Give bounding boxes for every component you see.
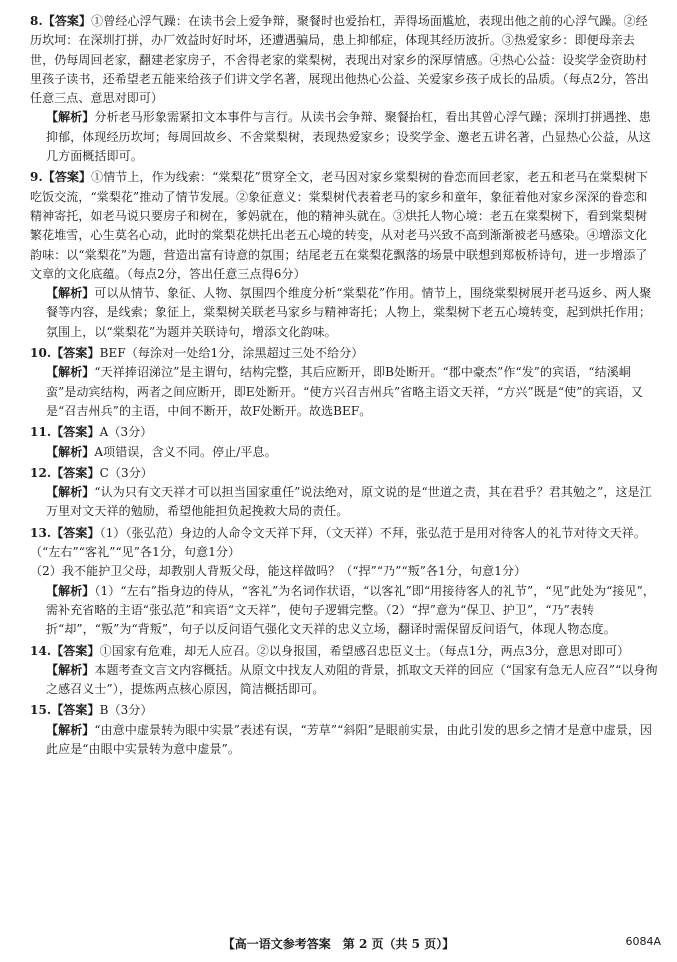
analysis-tag: 【解析】 bbox=[46, 365, 95, 380]
answer-text: ①曾经心浮气躁：在读书会上爱争辩，聚餐时也爱抬杠，弄得场面尴尬，表现出他之前的心浮气躁。②经历坎坷：在深圳打拼，办厂效益时好时坏，还遭遇骗局，患上抑郁症，体现其经历波折。③热爱家乡：即便母亲去世，仍每周回老家，翻建老家房子，不舍得老家的棠梨树，表现出对家乡的深厚情感。④热心公益：设奖学金资助村里孩子读书，还希望老五能来给孩子们讲文学名著，展现出他热心公益、关爱家乡孩子成长的品质。（每点2分，答出任意三点、意思对即可） bbox=[30, 14, 649, 106]
answer-block bbox=[30, 344, 658, 363]
question-number: 8. bbox=[30, 14, 43, 28]
question-15 bbox=[30, 701, 658, 759]
question-number: 9. bbox=[30, 170, 43, 185]
footer-code: 6084A bbox=[625, 935, 661, 948]
answer-tag: 【答案】 bbox=[51, 643, 100, 658]
answer-block bbox=[30, 524, 658, 582]
analysis-block bbox=[30, 483, 658, 522]
question-number: 15. bbox=[30, 703, 52, 718]
question-12 bbox=[30, 464, 658, 522]
question-13 bbox=[30, 524, 658, 640]
answer-tag: 【答案】 bbox=[51, 465, 100, 480]
analysis-text: 分析老马形象需紧扣文本事件与言行。从读书会争辩、聚餐抬杠，看出其曾心浮气躁；深圳打拼遇挫、患抑郁，体现经历坎坷；每周回故乡、不舍棠梨树，表现热爱家乡；设奖学金、邀老五讲名著，凸显热心公益，从这几方面概括即可。 bbox=[46, 110, 652, 164]
analysis-text: 本题考查文言文内容概括。从原文中找友人劝阻的背景，抓取文天祥的回应（“国家有急无人应召”“以身徇之感召义士”），提炼两点核心原因，简洁概括即可。 bbox=[46, 662, 658, 697]
analysis-tag: 【解析】 bbox=[46, 662, 95, 677]
answer-block bbox=[30, 168, 658, 284]
analysis-block bbox=[30, 582, 658, 640]
page-footer bbox=[0, 935, 677, 955]
analysis-block bbox=[30, 443, 658, 462]
analysis-tag: 【解析】 bbox=[46, 444, 95, 459]
answer-block bbox=[30, 464, 658, 483]
analysis-text: “天祥捧诏涕泣”是主谓句，结构完整，其后应断开，即B处断开。“郡中豪杰”作“发”的宾语，“结溪峒蛮”是动宾结构，两者之间应断开，即E处断开。“使方兴召吉州兵”省略主语文天祥，“方兴”既是“使”的宾语，又是“召吉州兵”的主语，中间不断开，故F处断开。故选BEF。 bbox=[46, 365, 644, 418]
question-14 bbox=[30, 642, 658, 700]
answer-text: ①国家有危难，却无人应召。②以身报国，希望感召忠臣义士。（每点1分，两点3分，意思对即可） bbox=[99, 643, 630, 658]
question-10 bbox=[30, 344, 658, 421]
analysis-block bbox=[30, 721, 658, 760]
answer-tag: 【答案】 bbox=[42, 14, 92, 28]
question-9 bbox=[30, 168, 658, 342]
answer-block bbox=[30, 423, 658, 442]
answer-tag: 【答案】 bbox=[51, 425, 100, 440]
question-8 bbox=[30, 12, 658, 166]
answer-text: BEF（每涂对一处给1分，涂黑超过三处不给分） bbox=[99, 346, 364, 361]
analysis-tag: 【解析】 bbox=[46, 485, 95, 500]
answer-block bbox=[30, 701, 658, 720]
analysis-text: （1）“左右”指身边的侍从，“客礼”为名词作状语，“以客礼”即“用接待客人的礼节”，“见”此处为“接见”，需补充省略的主语“张弘范”和宾语“文天祥”，使句子逻辑完整。（2）“捍”意为“保卫、护卫”，“乃”表转折“却”，“叛”为“背叛”，句子以反问语气强化文天祥的忠义立场，翻译时需保留反问语气，体现人物态度。 bbox=[46, 583, 655, 637]
analysis-block bbox=[30, 363, 658, 421]
answer-tag: 【答案】 bbox=[51, 525, 100, 540]
question-11 bbox=[30, 423, 658, 462]
analysis-tag: 【解析】 bbox=[46, 286, 95, 301]
answer-text: （1）（张弘范）身边的人命令文天祥下拜，（文天祥）不拜，张弘范于是用对待客人的礼节对待文天祥。（“左右”“客礼”“见”各1分，句意1分） （2）我不能护卫父母，却教别人背叛父母，能这样做吗？（“捍”“乃”“叛”各1分，句意1分） bbox=[30, 525, 646, 579]
answer-tag: 【答案】 bbox=[51, 346, 100, 361]
analysis-tag: 【解析】 bbox=[46, 722, 95, 737]
analysis-text: “认为只有文天祥才可以担当国家重任”说法绝对，原文说的是“世道之责，其在君乎？君其勉之”，这是江万里对文天祥的勉励，希望他能担负起挽救大局的责任。 bbox=[46, 485, 652, 519]
answer-block bbox=[30, 642, 658, 661]
question-number: 11. bbox=[30, 425, 52, 440]
answer-text: C（3分） bbox=[99, 465, 153, 480]
analysis-block bbox=[30, 284, 658, 342]
analysis-text: A项错误，含义不同。停止/平息。 bbox=[94, 444, 277, 459]
answer-list bbox=[30, 12, 658, 761]
analysis-text: 可以从情节、象征、人物、氛围四个维度分析“棠梨花”作用。情节上，围绕棠梨树展开老马返乡、两人聚餐等内容，是线索；象征上，棠梨树关联老马家乡与精神寄托；人物上，棠梨树下老五心境转变，起到烘托作用；氛围上，以“棠梨花”为题并关联诗句，增添文化韵味。 bbox=[46, 286, 652, 339]
answer-tag: 【答案】 bbox=[51, 703, 100, 718]
analysis-tag: 【解析】 bbox=[46, 583, 95, 598]
answer-block bbox=[30, 12, 658, 108]
answer-tag: 【答案】 bbox=[42, 170, 92, 185]
analysis-block bbox=[30, 108, 658, 166]
answer-text: A（3分） bbox=[99, 425, 153, 440]
analysis-text: “由意中虚景转为眼中实景”表述有误，“芳草”“斜阳”是眼前实景，由此引发的思乡之情才是意中虚景，因此应是“由眼中实景转为意中虚景”。 bbox=[46, 722, 653, 756]
footer-title: 【高一语文参考答案 第 2 页（共 5 页）】 bbox=[222, 937, 455, 951]
analysis-block bbox=[30, 661, 658, 700]
question-number: 10. bbox=[30, 346, 52, 361]
answer-text: ①情节上，作为线索：“棠梨花”贯穿全文，老马因对家乡棠梨树的眷恋而回老家，老五和老马在棠梨树下吃饭交流，“棠梨花”推动了情节发展。②象征意义：棠梨树代表着老马的家乡和童年，象征着他对家乡深深的眷恋和精神寄托，如老马说只要房子和树在，爹妈就在，他的精神头就在。③烘托人物心境：老五在棠梨树下，看到棠梨树繁花堆雪，心生莫名心动，此时的棠梨花烘托出老五心境的转变，从对老马兴致不高到渐渐被老马感染。④增添文化韵味：以“棠梨花”为题，营造出富有诗意的氛围；结尾老五在棠梨花飘落的场景中联想到郑板桥诗句，进一步增添了文章的文化底蕴。（每点2分，答出任意三点得6分） bbox=[30, 170, 649, 281]
question-number: 12. bbox=[30, 465, 52, 480]
analysis-tag: 【解析】 bbox=[46, 110, 95, 125]
answer-text: B（3分） bbox=[99, 703, 153, 718]
question-number: 13. bbox=[30, 525, 52, 540]
question-number: 14. bbox=[30, 643, 52, 658]
